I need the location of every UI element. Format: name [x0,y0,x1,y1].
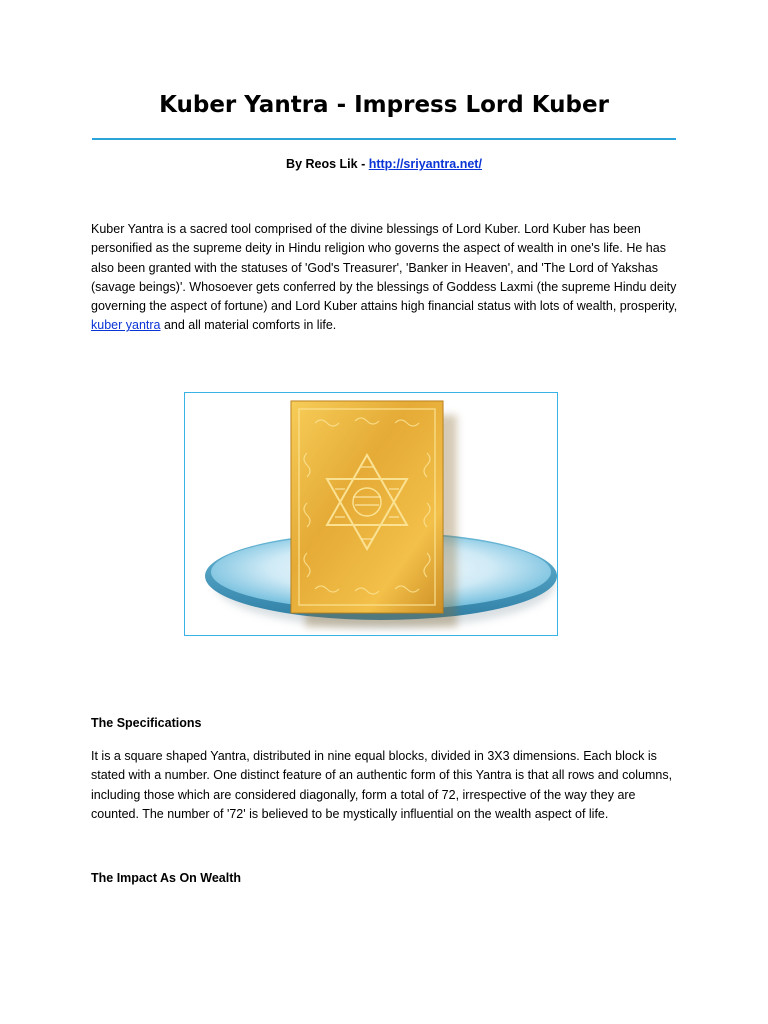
source-link[interactable]: http://sriyantra.net/ [368,157,482,171]
title-divider [92,138,676,140]
yantra-illustration [185,393,557,635]
intro-text: Kuber Yantra is a sacred tool comprised of the divine blessings of Lord Kuber. Lord Kuber has been personified as the supreme deity in Hindu religion who governs the aspect of wealth in one's life. He has also been granted with the statuses of 'God's Treasurer', 'Banker in Heaven', and 'The Lord of Yakshas (savage beings)'. Whosoever gets conferred by the blessings of Goddess Laxmi (the supreme Hindu deity governing the aspect of fortune) and Lord Kuber attains high financial status with lots of wealth, prosperity, [91,222,678,314]
specifications-heading: The Specifications [91,716,202,730]
byline-author: By Reos Lik - [286,157,369,171]
impact-heading: The Impact As On Wealth [91,871,242,885]
kuber-yantra-link[interactable]: kuber yantra [91,318,161,333]
page-title: Kuber Yantra - Impress Lord Kuber [159,92,609,118]
byline [0,157,768,171]
kuber-yantra-image [184,392,558,636]
intro-paragraph [91,220,681,336]
specifications-paragraph: It is a square shaped Yantra, distributed in nine equal blocks, divided in 3X3 dimensions. Each block is stated with a number. One distinct feature of an authentic form of this Yantra is that all rows and columns, including those which are considered diagonally, form a total of 72, irrespective of the way they are counted. The number of '72' is believed to be mystically influential on the wealth aspect of life. [91,749,673,821]
intro-text-end: and all material comforts in life. [160,318,337,333]
